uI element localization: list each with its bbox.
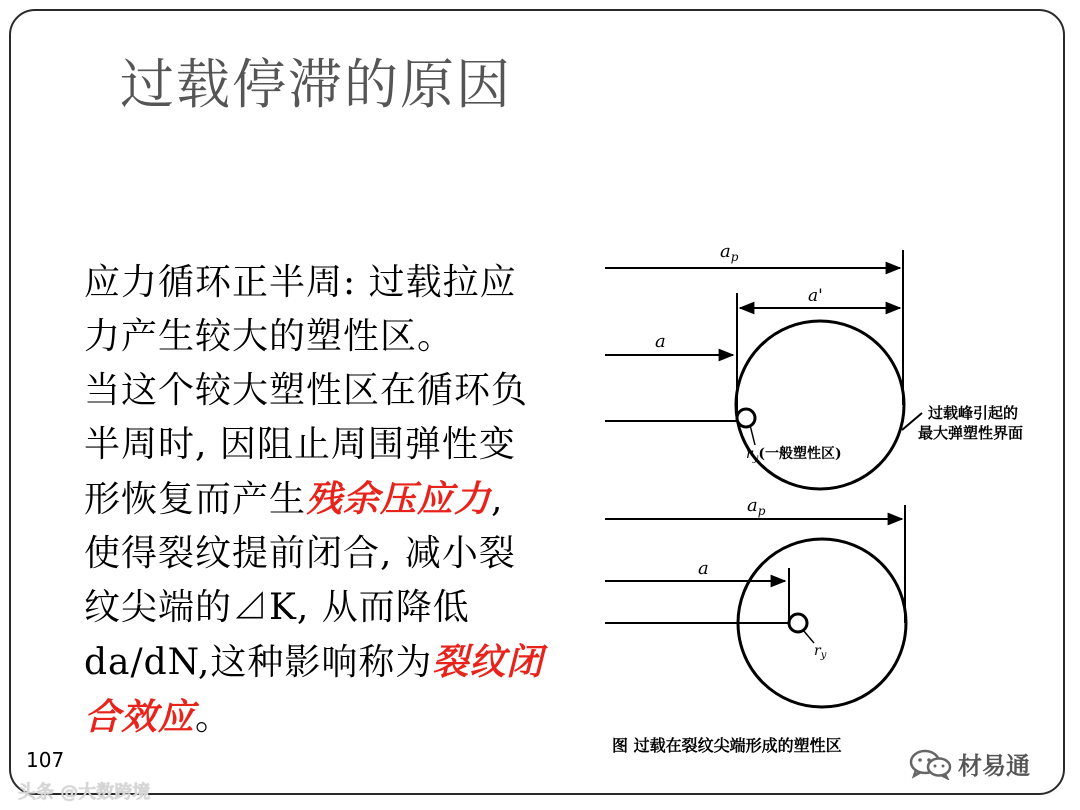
body-line-5 <box>84 472 596 527</box>
body-text <box>84 256 596 745</box>
top-ap-label: $a_p$ <box>720 241 739 264</box>
body-line-4: 半周时, 因阻止周围弹性变 <box>84 424 516 465</box>
slide-title: 过载停滞的原因 <box>120 53 512 116</box>
highlight-crack-closure-1: 裂纹闭 <box>432 641 544 683</box>
top-a-prime-label: a' <box>808 286 823 306</box>
body-line-8-text: da/dN,这种影响称为 <box>84 642 433 683</box>
wechat-icon <box>908 748 952 780</box>
figure-caption: 图 过载在裂纹尖端形成的塑性区 <box>612 736 842 755</box>
watermark-right-text: 材易通 <box>958 752 1030 780</box>
body-line-5-text: 形恢复而产生 <box>84 479 307 520</box>
body-line-3: 当这个较大塑性区在循环负 <box>84 370 529 411</box>
bottom-ap-label: $a_p$ <box>747 495 766 518</box>
body-line-9-punct: 。 <box>195 697 233 738</box>
body-line-2: 力产生较大的塑性区。 <box>84 316 455 357</box>
page-number: 107 <box>26 748 65 772</box>
body-line-7: 纹尖端的⊿K, 从而降低 <box>84 587 470 628</box>
top-plastic-zone-circle <box>736 321 904 489</box>
body-line-1: 应力循环正半周: 过载拉应 <box>84 262 517 303</box>
top-callout-line-1: 过载峰引起的 <box>928 404 1019 422</box>
top-diagram <box>605 241 1023 489</box>
highlight-crack-closure-2: 合效应 <box>84 696 196 738</box>
body-line-8 <box>84 635 596 690</box>
bottom-diagram <box>605 495 906 707</box>
body-line-9 <box>84 690 596 745</box>
top-callout-line-2: 最大弹塑性界面 <box>918 424 1024 442</box>
watermark-right <box>908 746 1030 781</box>
top-a-label: a <box>655 331 666 352</box>
top-ry-label: $r_y$(一般塑性区) <box>746 446 842 464</box>
bottom-ry-circle <box>789 614 807 632</box>
highlight-residual-stress: 残余压应力 <box>306 478 492 520</box>
body-line-6: 使得裂纹提前闭合, 减小裂 <box>84 533 516 574</box>
body-line-5-punct: , <box>491 479 504 520</box>
watermark-left: 头条 @大数跨境 <box>18 782 151 803</box>
top-ry-circle <box>737 409 755 427</box>
top-ry-leader <box>750 425 755 445</box>
bottom-ry-label: $r_y$ <box>814 643 827 661</box>
bottom-a-label: a <box>698 558 709 579</box>
plastic-zone-diagram <box>600 235 1075 715</box>
bottom-ry-leader <box>803 630 814 643</box>
